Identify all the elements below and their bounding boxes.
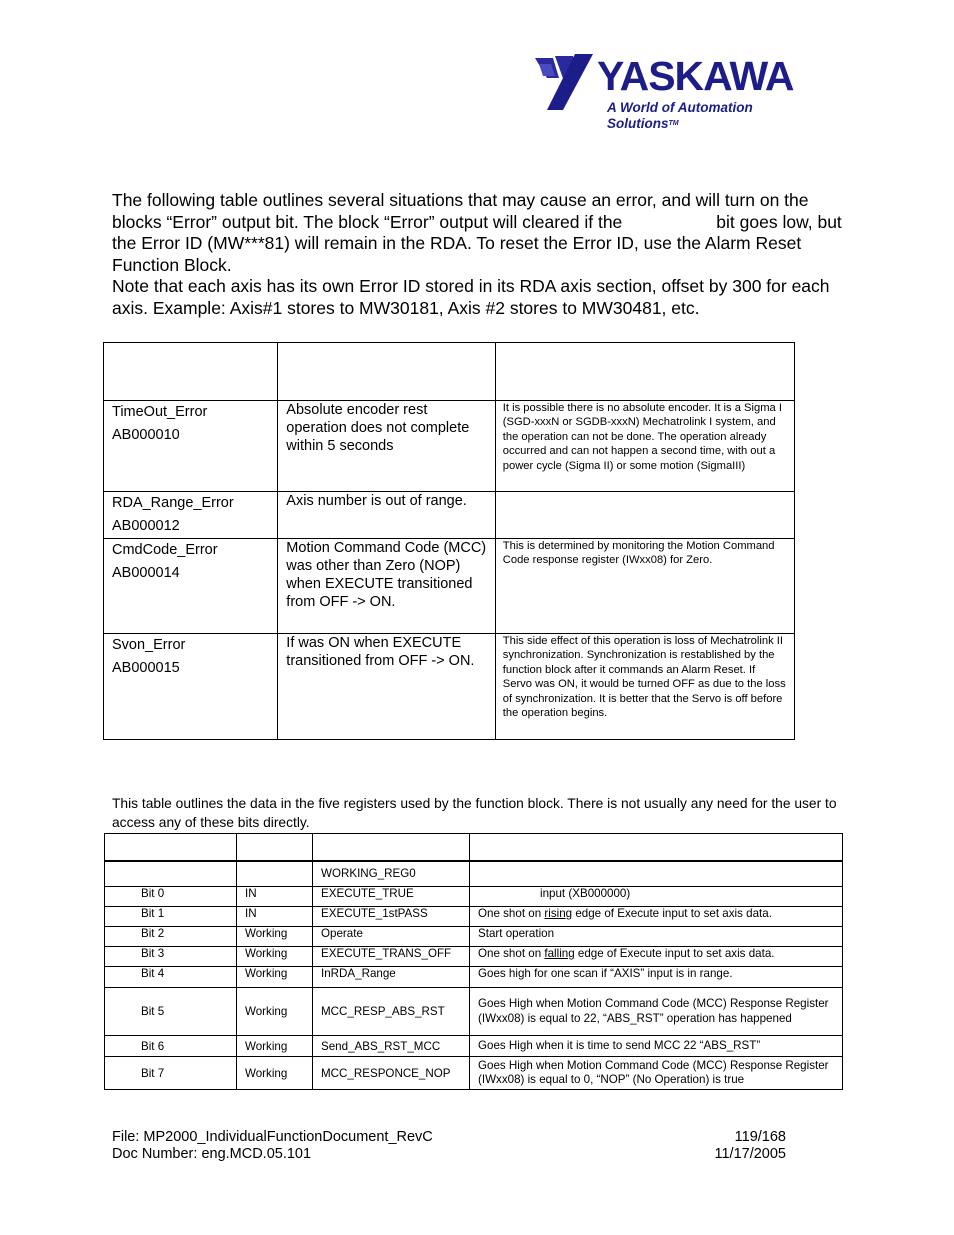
registers-header-cell xyxy=(237,834,313,861)
register-name: InRDA_Range xyxy=(313,967,470,988)
error-note: This side effect of this operation is loss of Mechatrolink II synchronization. Synchronization is restablished by the function block after it commands an Alarm Reset. If Servo was ON, it would be turned OFF as due to the loss of synchronization. It is better that the Servo is off before the operation begins. xyxy=(495,634,794,740)
footer-file: File: MP2000_IndividualFunctionDocument_RevC xyxy=(112,1129,433,1145)
error-code: AB000010 xyxy=(112,427,180,443)
registers-intro: This table outlines the data in the five registers used by the function block. There is not usually any need for the user to access any of these bits directly. xyxy=(112,796,837,830)
register-desc: Start operation xyxy=(470,927,843,947)
register-name: EXECUTE_1stPASS xyxy=(313,907,470,927)
error-name: TimeOut_Error xyxy=(112,404,208,420)
register-name: EXECUTE_TRUE xyxy=(313,887,470,907)
register-desc: Goes high for one scan if “AXIS” input is in range. xyxy=(470,967,843,988)
register-desc: Goes High when Motion Command Code (MCC) Response Register (IWxx08) is equal to 22, “ABS_RST” operation has happened xyxy=(470,988,843,1036)
yaskawa-logo xyxy=(533,52,823,131)
register-name: MCC_RESP_ABS_RST xyxy=(313,988,470,1036)
intro-text xyxy=(112,190,842,320)
register-type: Working xyxy=(237,1036,313,1057)
intro-paragraph-2: Note that each axis has its own Error ID stored in its RDA axis section, offset by 300 for each axis. Example: Axis#1 stores to MW30181, Axis #2 stores to MW30481, etc. xyxy=(112,276,830,318)
register-bit: Bit 6 xyxy=(105,1036,237,1057)
error-code: AB000014 xyxy=(112,565,180,581)
register-desc: Goes High when Motion Command Code (MCC) Response Register (IWxx08) is equal to 0, “NOP” (No Operation) is true xyxy=(470,1057,843,1090)
register-row xyxy=(105,947,843,967)
register-name: Send_ABS_RST_MCC xyxy=(313,1036,470,1057)
registers-header-cell xyxy=(470,834,843,861)
error-description: Motion Command Code (MCC) was other than Zero (NOP) when EXECUTE transitioned from OFF -> ON. xyxy=(278,539,495,634)
error-name: Svon_Error xyxy=(112,637,186,653)
error-row xyxy=(104,634,795,740)
registers-header xyxy=(105,834,843,861)
error-row xyxy=(104,539,795,634)
register-row xyxy=(105,1057,843,1090)
footer-date: 11/17/2005 xyxy=(714,1146,786,1162)
error-code: AB000015 xyxy=(112,660,180,676)
error-note: It is possible there is no absolute encoder. It is a Sigma I (SGD-xxxN or SGDB-xxxN) Mechatrolink I system, and the operation can not be done. The operation already occurred and can not happen a second time, with out a power cycle (Sigma II) or some motion (SigmaIII) xyxy=(495,401,794,492)
register-bit: Bit 2 xyxy=(105,927,237,947)
register-name: MCC_RESPONCE_NOP xyxy=(313,1057,470,1090)
error-name: CmdCode_Error xyxy=(112,542,218,558)
brand-tagline: A World of Automation Solutions™ xyxy=(607,100,753,131)
error-table-header xyxy=(104,343,795,401)
error-note xyxy=(495,492,794,539)
error-header-cell xyxy=(278,343,495,401)
register-row xyxy=(105,887,843,907)
register-bit: Bit 3 xyxy=(105,947,237,967)
register-type: Working xyxy=(237,967,313,988)
intro-paragraph-1: The following table outlines several situations that may cause an error, and will turn on the blocks “Error” output bit. The block “Error” output will cleared if the bit goes low, but the Error ID (MW***81) will remain in the RDA. To reset the Error ID, use the Alarm Reset Function Block. xyxy=(112,190,842,275)
register-bit: Bit 5 xyxy=(105,988,237,1036)
register-desc: One shot on falling edge of Execute input to set axis data. xyxy=(470,947,843,967)
registers-header-cell xyxy=(105,834,237,861)
error-name: RDA_Range_Error xyxy=(112,495,234,511)
register-bit: Bit 1 xyxy=(105,907,237,927)
register-bit: Bit 0 xyxy=(105,887,237,907)
error-header-cell xyxy=(495,343,794,401)
register-row xyxy=(105,1036,843,1057)
register-group-row xyxy=(105,861,843,887)
register-name: EXECUTE_TRANS_OFF xyxy=(313,947,470,967)
register-type: Working xyxy=(237,927,313,947)
error-description: If was ON when EXECUTE transitioned from OFF -> ON. xyxy=(278,634,495,740)
error-code: AB000012 xyxy=(112,518,180,534)
error-description: Axis number is out of range. xyxy=(278,492,495,539)
error-row xyxy=(104,492,795,539)
brand-name: YASKAWA xyxy=(597,53,794,99)
register-row xyxy=(105,907,843,927)
register-type: IN xyxy=(237,887,313,907)
register-row xyxy=(105,988,843,1036)
registers-header-cell xyxy=(313,834,470,861)
register-type: Working xyxy=(237,988,313,1036)
registers-table xyxy=(104,833,843,1090)
register-desc: One shot on rising edge of Execute input to set axis data. xyxy=(470,907,843,927)
register-type: Working xyxy=(237,947,313,967)
error-note: This is determined by monitoring the Motion Command Code response register (IWxx08) for Zero. xyxy=(495,539,794,634)
register-row xyxy=(105,967,843,988)
register-name: Operate xyxy=(313,927,470,947)
register-group-label: WORKING_REG0 xyxy=(313,861,470,887)
register-bit: Bit 4 xyxy=(105,967,237,988)
register-row xyxy=(105,927,843,947)
register-desc: input (XB000000) xyxy=(470,887,843,907)
page-footer xyxy=(112,1129,786,1163)
footer-page-number: 119/168 xyxy=(734,1129,786,1145)
register-type: IN xyxy=(237,907,313,927)
yaskawa-mark-icon xyxy=(533,54,599,112)
error-header-cell xyxy=(104,343,278,401)
register-bit: Bit 7 xyxy=(105,1057,237,1090)
error-table xyxy=(103,342,795,740)
register-type: Working xyxy=(237,1057,313,1090)
footer-doc-number: Doc Number: eng.MCD.05.101 xyxy=(112,1146,312,1162)
error-description: Absolute encoder rest operation does not complete within 5 seconds xyxy=(278,401,495,492)
register-desc: Goes High when it is time to send MCC 22 “ABS_RST” xyxy=(470,1036,843,1057)
error-row xyxy=(104,401,795,492)
